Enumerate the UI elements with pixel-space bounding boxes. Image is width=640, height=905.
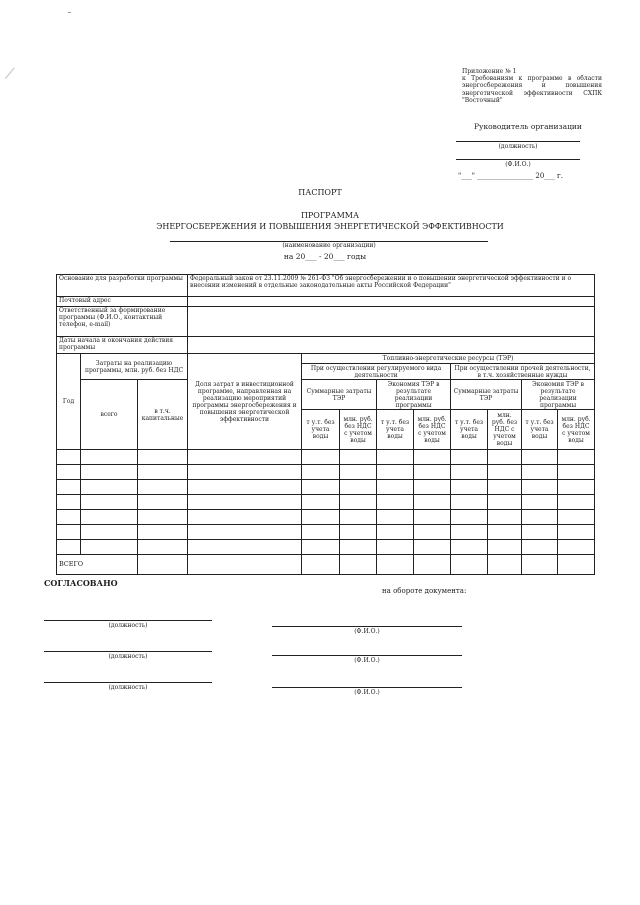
approval-fio-caption: (Ф.И.О.)	[354, 657, 380, 664]
header-sum-costs: Суммарные затраты ТЭР	[302, 380, 377, 410]
approval-position-line-1	[44, 620, 212, 621]
manager-fio-caption: (Ф.И.О.)	[505, 161, 531, 168]
row-label: Даты начала и окончания действия программы	[57, 337, 188, 354]
table-row	[57, 465, 595, 480]
header-fer: Топливно-энергетические ресурсы (ТЭР)	[302, 354, 595, 364]
approval-fio-caption: (Ф.И.О.)	[354, 689, 380, 696]
approval-position-line-2	[44, 651, 212, 652]
approval-position-caption: (должность)	[108, 684, 148, 691]
header-mln: млн. руб. без НДС с учетом воды	[488, 410, 522, 450]
header-mln: млн. руб. без НДС с учетом воды	[558, 410, 595, 450]
table-row-dates	[57, 337, 595, 354]
reverse-note: на обороте документа:	[382, 587, 467, 595]
appendix-block	[462, 68, 602, 104]
row-label: Ответственный за формирование программы (Ф.И.О., контактный телефон, e-mail)	[57, 307, 188, 337]
row-value	[188, 297, 595, 307]
program-years: на 20___ - 20___ годы	[283, 252, 367, 261]
program-title: ПРОГРАММА	[300, 211, 360, 220]
approval-fio-caption: (Ф.И.О.)	[354, 628, 380, 635]
table-row	[57, 450, 595, 465]
approval-fio-line-2	[272, 655, 462, 656]
approval-position-caption: (должность)	[108, 622, 148, 629]
header-mln: млн. руб. без НДС с учетом воды	[414, 410, 451, 450]
manager-position-line	[456, 141, 580, 142]
row-value	[188, 337, 595, 354]
approval-fio-line-3	[272, 687, 462, 688]
passport-table	[56, 274, 595, 575]
manager-position-caption: (должность)	[498, 143, 538, 150]
row-value: Федеральный закон от 23.11.2009 № 261-ФЗ "Об энергосбережении и о повышении энергетической эффективности и о внесении изменений в отдельные законодательные акты Российской Федерации"	[188, 275, 595, 297]
approval-fio-line-1	[272, 626, 462, 627]
header-costs: Затраты на реализацию программы, млн. руб. без НДС	[81, 354, 188, 380]
table-row-basis	[57, 275, 595, 297]
row-label: Почтовый адрес	[57, 297, 188, 307]
header-share: Доля затрат в инвестиционной программе, направленная на реализацию мероприятий программы энергосбережения и повышения энергетической эффективности	[188, 354, 302, 450]
table-row-responsible	[57, 307, 595, 337]
header-tut: т у.т. без учета воды	[522, 410, 558, 450]
header-other: При осуществлении прочей деятельности, в т.ч. хозяйственные нужды	[451, 364, 595, 380]
table-row	[57, 480, 595, 495]
header-sum-costs: Суммарные затраты ТЭР	[451, 380, 522, 410]
scan-dot	[68, 12, 71, 13]
approval-position-line-3	[44, 682, 212, 683]
table-row	[57, 540, 595, 555]
org-name-caption: (наименование организации)	[282, 242, 376, 249]
manager-label: Руководитель организации	[474, 122, 582, 131]
table-row	[57, 510, 595, 525]
head-date: "___" ________________ 20___ г.	[458, 172, 563, 180]
row-label: Основание для разработки программы	[57, 275, 188, 297]
header-tut: т у.т. без учета воды	[302, 410, 340, 450]
header-capital: в т.ч. капитальные	[138, 380, 188, 450]
header-economy: Экономия ТЭР в результате реализации программы	[522, 380, 595, 410]
table-row	[57, 495, 595, 510]
appendix-number: Приложение № 1	[462, 68, 517, 75]
header-regulated: При осуществлении регулируемого вида деятельности	[302, 364, 451, 380]
header-tut: т у.т. без учета воды	[451, 410, 488, 450]
table-row-total	[57, 555, 595, 575]
agreed-heading: СОГЛАСОВАНО	[44, 578, 118, 588]
approval-position-caption: (должность)	[108, 653, 148, 660]
program-subject: ЭНЕРГОСБЕРЕЖЕНИЯ И ПОВЫШЕНИЯ ЭНЕРГЕТИЧЕСКОЙ ЭФФЕКТИВНОСТИ	[156, 222, 504, 231]
passport-title: ПАСПОРТ	[298, 188, 342, 197]
manager-fio-line	[456, 159, 580, 160]
scan-mark	[5, 67, 24, 86]
header-year: Год	[57, 354, 81, 450]
header-economy: Экономия ТЭР в результате реализации программы	[377, 380, 451, 410]
appendix-reference: к Требованиям к программе в области энергосбережения и повышения энергетической эффективности СХПК "Восточный"	[462, 75, 602, 104]
header-tut: т у.т. без учета воды	[377, 410, 414, 450]
header-mln: млн. руб. без НДС с учетом воды	[340, 410, 377, 450]
total-label: ВСЕГО	[57, 555, 138, 575]
row-value	[188, 307, 595, 337]
table-row-address	[57, 297, 595, 307]
header-total: всего	[81, 380, 138, 450]
table-row	[57, 525, 595, 540]
